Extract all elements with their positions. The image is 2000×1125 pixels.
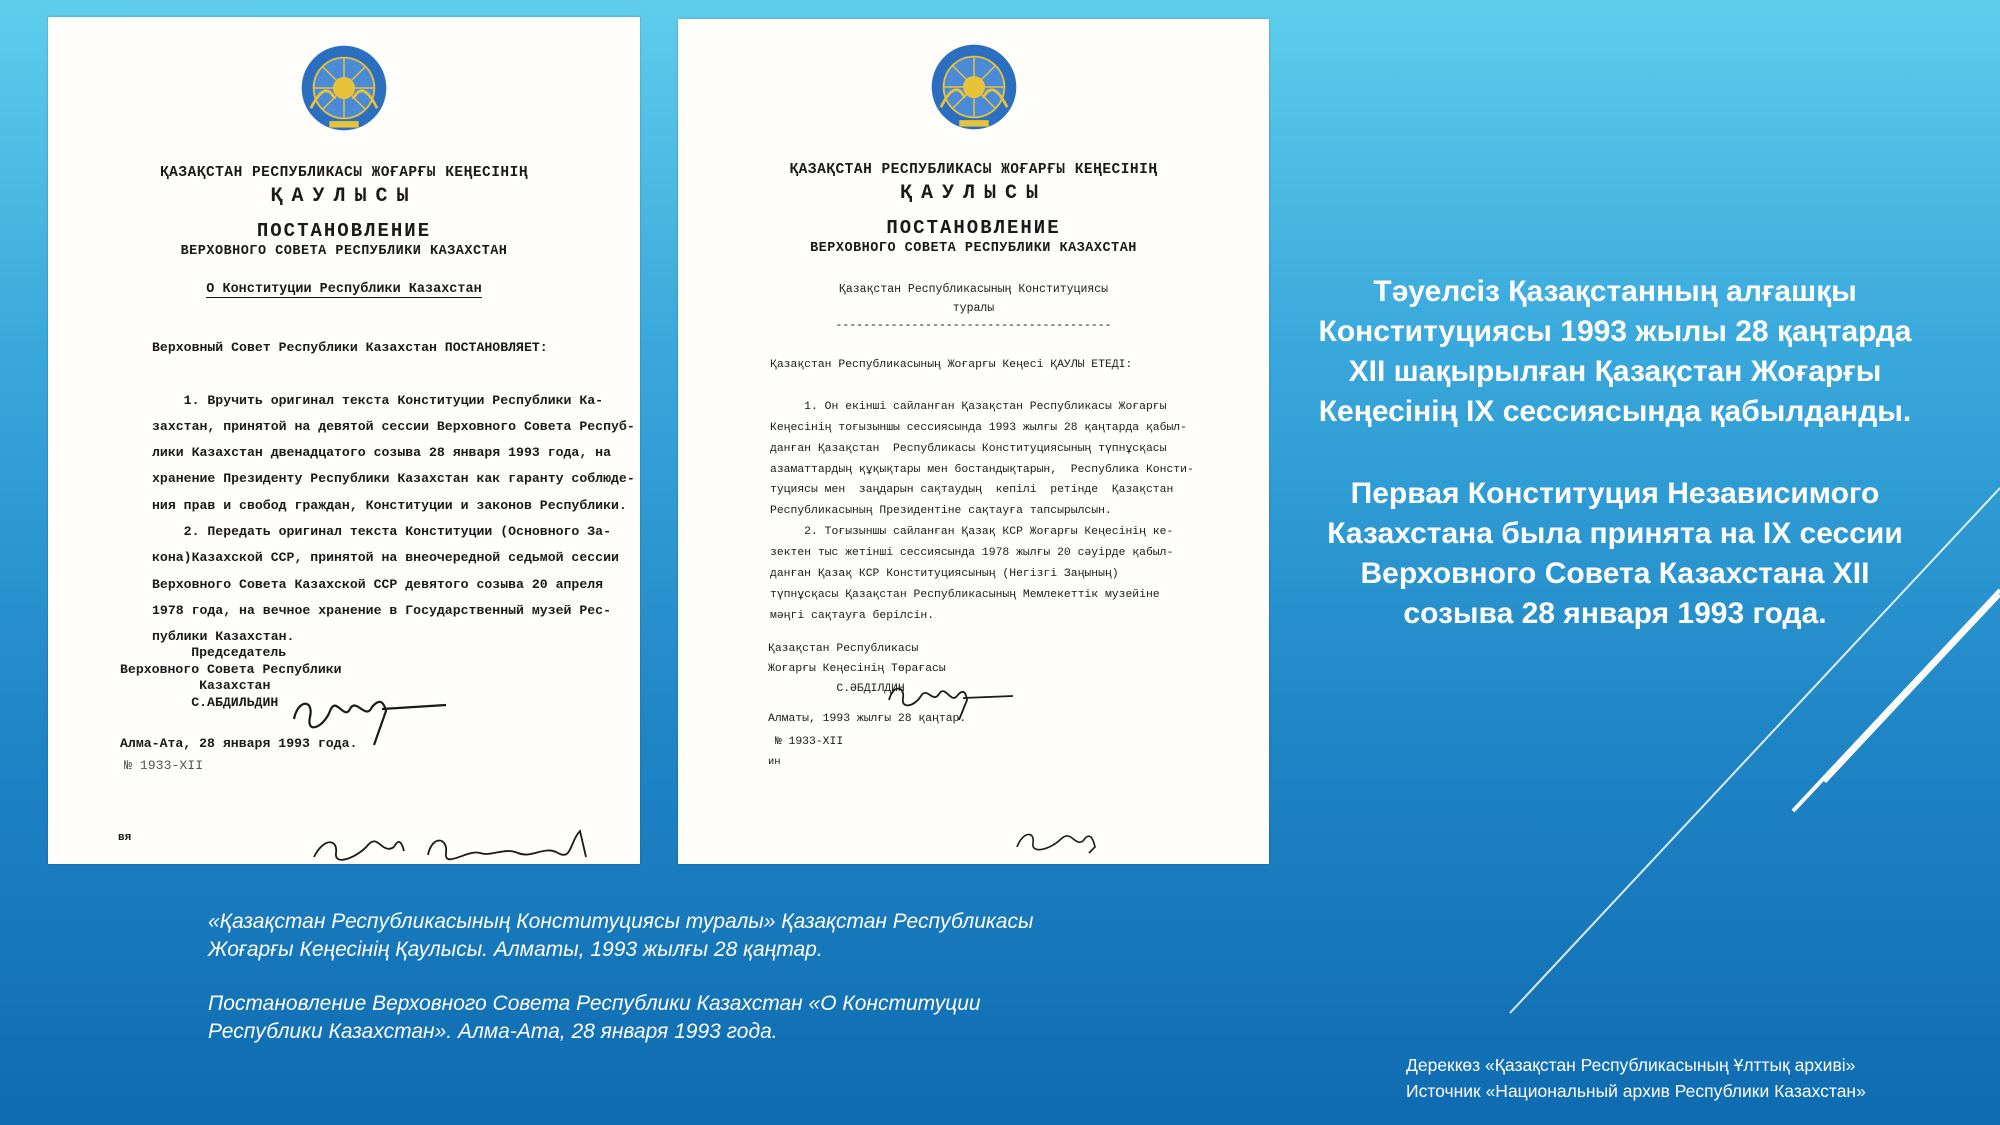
visa-signatures-icon (308, 817, 658, 872)
right-text-kz-line: Кеңесінің IX сессиясында қабылданды. (1318, 395, 1912, 428)
document-kz (678, 19, 1269, 864)
doc-kz-corner-mark: ин (768, 756, 781, 768)
doc-ru-header-kz: ҚАЗАҚСТАН РЕСПУБЛИКАСЫ ЖОҒАРҒЫ КЕҢЕСІНІҢ (159, 165, 529, 181)
doc-kz-body: Қазақстан Республикасының Жоғарғы Кеңесі ҚАУЛЫ ЕТЕДІ: 1. Он екінші сайланған Қазақстан Республикасы Жоғарғы Кеңесінің тоғызыншы сессиясында 1993 жылғы 28 қаңтарда қабыл- данған Қазақстан Республикасы Конституциясының түпнұсқасы азаматтардың құқықтары мен бостандықтарын, Республика Консти- туциясы мен заңдарын сақтаудың кепілі ретінде Қазақстан Республикасының Президентіне сақтауға тапсырылсын. 2. Тоғызыншы сайланған Қазақ КСР Жоғарғы Кеңесінің ке- зектен тыс жетінші сессиясында 1978 жылғы 20 сәуірде қабыл- данған Қазақ КСР Конституциясының (Негізгі Заңының) түпнұсқасы Қазақстан Республикасының Мемлекеттік музейіне мәңгі сақтауға берілсін. (770, 359, 1194, 622)
doc-kz-title-kz: ҚАУЛЫСЫ (899, 182, 1047, 205)
doc-ru-subtitle-ru: ВЕРХОВНОГО СОВЕТА РЕСПУБЛИКИ КАЗАХСТАН (180, 244, 508, 259)
source (1406, 1052, 1866, 1104)
doc-ru-corner-mark: вя (118, 832, 132, 844)
document-ru (48, 17, 640, 864)
doc-kz-title-ru: ПОСТАНОВЛЕНИЕ (886, 217, 1061, 239)
visa-signature-icon (1011, 817, 1121, 859)
right-text-ru-line: Казахстана была принята на IX сессии (1327, 517, 1903, 550)
doc-ru-signature-block: Председатель Верховного Совета Республики Казахстан С.АБДИЛЬДИН (120, 645, 342, 710)
doc-kz-subject-line2: туралы (952, 302, 995, 315)
right-text-ru-line: Верховного Совета Казахстана XII (1360, 557, 1870, 590)
doc-ru-number: № 1933-XII (124, 758, 204, 773)
caption-ru-line: Постановление Верховного Совета Республики Казахстан «О Конституции (208, 992, 981, 1015)
doc-kz-signature-block: Қазақстан Республикасы Жоғарғы Кеңесінің Төрағасы С.ӘБДІЛДИН (768, 643, 946, 695)
caption-kz (208, 908, 1138, 964)
emblem-icon (298, 42, 390, 134)
doc-ru-title-ru: ПОСТАНОВЛЕНИЕ (256, 220, 432, 242)
doc-ru-subject: О Конституции Республики Казахстан (206, 282, 482, 297)
caption-kz-line: «Қазақстан Республикасының Конституциясы туралы» Қазақстан Республикасы (208, 910, 1034, 933)
emblem-icon (928, 41, 1020, 133)
doc-kz-subject-line1: Қазақстан Республикасының Конституциясы (838, 283, 1109, 296)
right-text-ru-line: созыва 28 января 1993 года. (1403, 597, 1827, 630)
source-kz: Дереккөз «Қазақстан Республикасының Ұлттық архиві» (1406, 1055, 1856, 1075)
doc-kz-number: № 1933-XII (768, 736, 844, 748)
doc-ru-place-date: Алма-Ата, 28 января 1993 года. (120, 736, 358, 751)
source-ru: Источник «Национальный архив Республики Казахстан» (1406, 1081, 1866, 1101)
doc-kz-subtitle-ru: ВЕРХОВНОГО СОВЕТА РЕСПУБЛИКИ КАЗАХСТАН (810, 241, 1137, 256)
right-text-ru (1270, 474, 1960, 634)
right-text-kz-line: XII шақырылған Қазақстан Жоғарғы (1348, 355, 1882, 388)
doc-kz-separator: ---------------------------------------- (835, 319, 1112, 332)
doc-kz-place-date: Алматы, 1993 жылғы 28 қаңтар. (768, 713, 967, 725)
right-text-kz-line: Конституциясы 1993 жылы 28 қаңтарда (1318, 315, 1912, 348)
right-text-kz (1270, 272, 1960, 432)
right-text-ru-line: Первая Конституция Независимого (1350, 477, 1880, 510)
doc-ru-title-kz: ҚАУЛЫСЫ (270, 185, 418, 208)
doc-ru-body: Верховный Совет Республики Казахстан ПОСТАНОВЛЯЕТ: 1. Вручить оригинал текста Конституции Республики Ка- захстан, принятой на девятой сессии Верховного Совета Респуб- лики Казахстан двенадцатого созыва 28 января 1993 года, на хранение Президенту Республики Казахстан как гаранту соблюде- ния прав и свобод граждан, Конституции и законов Республики. 2. Передать оригинал текста Конституции (Основного За- кона)Казахской ССР, принятой на внеочередной седьмой сессии Верховного Совета Казахской ССР девятого созыва 20 апреля 1978 года, на вечное хранение в Государственный музей Рес- публики Казахстан. (152, 340, 635, 645)
caption-ru-line: Республики Казахстан». Алма-Ата, 28 января 1993 года. (208, 1020, 778, 1043)
caption-ru (208, 990, 1138, 1046)
right-text-kz-line: Тәуелсіз Қазақстанның алғашқы (1373, 275, 1857, 308)
caption-kz-line: Жоғарғы Кеңесінің Қаулысы. Алматы, 1993 жылғы 28 қаңтар. (208, 938, 823, 961)
doc-kz-header-kz: ҚАЗАҚСТАН РЕСПУБЛИКАСЫ ЖОҒАРҒЫ КЕҢЕСІНІҢ (789, 162, 1158, 178)
